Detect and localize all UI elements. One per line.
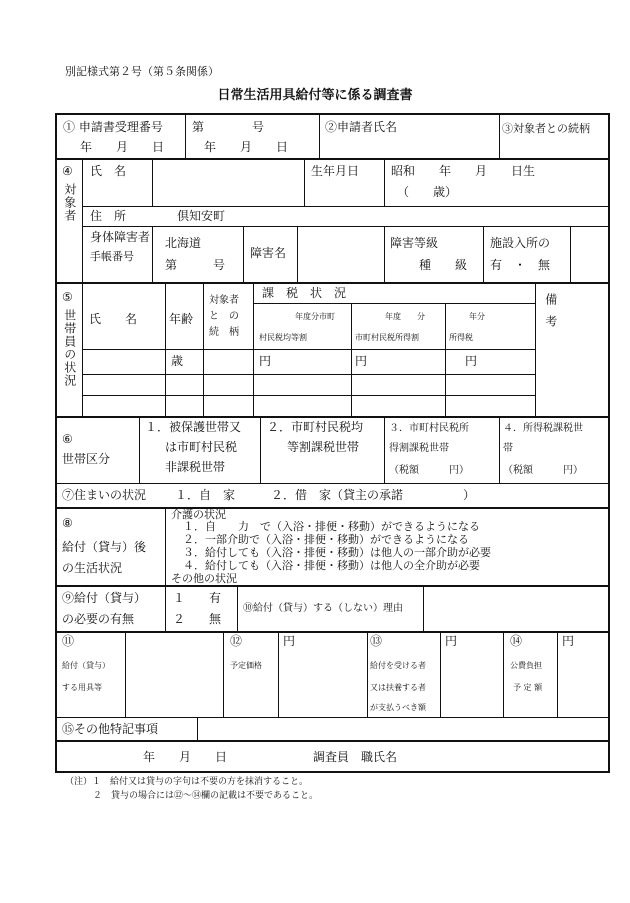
item-12-label: 予定価格 [230, 661, 262, 670]
investigator-label: 調査員 職氏名 [313, 750, 398, 764]
yen-unit-c: 円 [465, 354, 478, 368]
classification-opt4-b[interactable]: 帯 [503, 443, 513, 454]
reason-label: ⑩給付（貸与）する（しない）理由 [243, 603, 403, 614]
item-13-label-1: 給付を受ける者 [370, 661, 426, 670]
classification-opt1-b[interactable]: は市町村民税 [165, 440, 238, 454]
survey-form [55, 113, 610, 773]
applicant-name-label: ②申請者氏名 [325, 120, 398, 134]
address-value[interactable]: 倶知安町 [177, 209, 226, 223]
receipt-number-label: ① 申請書受理番号 [63, 120, 163, 134]
address-label: 住 所 [90, 209, 127, 223]
age-value[interactable]: （ 歳） [397, 185, 458, 199]
note-2: ２ 貸与の場合には⑫～⑭欄の記載は不要であること。 [93, 790, 319, 801]
life-label-2: 給付（貸与）後 [62, 540, 147, 554]
other-remarks-label: ⑮その他特記事項 [62, 722, 159, 736]
classification-opt3-a[interactable]: ３．市町村民税所 [389, 423, 469, 434]
life-label-3: の生活状況 [62, 561, 123, 575]
household-relation-col-2: と の [209, 311, 239, 322]
dob-value[interactable]: 昭和 年 月 日生 [391, 164, 536, 178]
age-unit: 歳 [171, 354, 184, 368]
item-14-label-2: 予 定 額 [513, 683, 543, 692]
item-13-yen: 円 [445, 634, 458, 648]
notes [65, 776, 318, 803]
life-label-1: ⑧ [62, 516, 73, 530]
item-11-number: ⑪ [62, 634, 75, 648]
item-14-number: ⑭ [510, 634, 523, 648]
grade-label: 障害等級 [390, 236, 439, 250]
handbook-label-1: 身体障害者 [90, 230, 151, 244]
grade-value[interactable]: 種 級 [419, 258, 468, 272]
care-line-1[interactable]: １．自 力 で（入浴・排便・移動）ができるようになる [183, 520, 480, 533]
item-13-number: ⑬ [370, 634, 383, 648]
classification-opt2-b[interactable]: 等割課税世帯 [287, 440, 360, 454]
form-id: 別記様式第２号（第５条関係） [65, 65, 219, 78]
dob-label: 生年月日 [311, 164, 360, 178]
tax-col-b-1: 年度 分 [385, 312, 425, 321]
classification-opt4-a[interactable]: ４．所得税課税世 [503, 423, 583, 434]
item-13-label-2: 又は扶養する者 [370, 683, 426, 692]
handbook-label-2: 手帳番号 [90, 250, 134, 263]
item-13-label-3: が支払うべき額 [370, 703, 426, 712]
handbook-number[interactable]: 第 号 [165, 258, 226, 272]
classification-opt2-a[interactable]: ２．市町村民税均 [267, 420, 364, 434]
tax-col-a-1: 年度分市町 [295, 312, 335, 321]
page-title: 日常生活用具給付等に係る調査書 [217, 88, 413, 103]
classification-opt1-a[interactable]: １．被保護世帯又 [145, 420, 242, 434]
item-12-yen: 円 [283, 634, 296, 648]
item-11-label-2: する用具等 [62, 683, 102, 692]
tax-status-header: 課 税 状 況 [262, 286, 347, 300]
classification-opt3-c[interactable]: （税額 円） [389, 465, 469, 476]
housing-options[interactable]: １．自 家 ２．借 家（貸主の承諾 ） [175, 488, 476, 502]
housing-label: ⑦住まいの状況 [62, 488, 147, 502]
subject-name-label: 氏 名 [90, 164, 127, 178]
yen-unit-b: 円 [355, 354, 368, 368]
facility-value[interactable]: 有 ・ 無 [490, 258, 551, 272]
facility-label: 施設入所の [490, 236, 551, 250]
necessity-label-2: の必要の有無 [62, 612, 135, 626]
household-relation-col-3: 続 柄 [209, 327, 239, 338]
number-date[interactable]: 年 月 日 [204, 140, 289, 154]
relation-label: ③対象者との続柄 [502, 122, 590, 135]
section-5-label: 世帯員の状況 [62, 309, 77, 387]
note-1: （注）１ 給付又は貸与の字句は不要の方を抹消すること。 [65, 777, 309, 787]
section-4-label: 対象者 [62, 183, 77, 222]
disability-label: 障害名 [250, 246, 287, 260]
section-6-number: ⑥ [62, 432, 73, 446]
care-line-2[interactable]: ２．一部介助で（入浴・排便・移動）ができるようになる [183, 533, 469, 546]
section-4-number: ④ [62, 164, 73, 178]
number-field[interactable]: 第 号 [192, 120, 265, 134]
care-line-4[interactable]: ４．給付しても（入浴・排便・移動）は他人の全介助が必要 [183, 559, 480, 572]
item-14-yen: 円 [562, 634, 575, 648]
footer-date[interactable]: 年 月 日 [143, 750, 228, 764]
household-relation-col-1: 対象者 [209, 295, 239, 306]
item-11-label-1: 給付（貸与） [62, 661, 110, 670]
section-5-number: ⑤ [62, 290, 73, 304]
item-12-number: ⑫ [230, 634, 243, 648]
item-14-label-1: 公費負担 [510, 661, 542, 670]
classification-label: 世帯区分 [62, 452, 111, 466]
tax-col-a-2: 村民税均等割 [259, 333, 307, 342]
other-status: その他の状況 [171, 572, 237, 585]
receipt-date: 年 月 日 [80, 140, 165, 154]
tax-col-c-2: 所得税 [449, 333, 473, 342]
tax-col-b-2: 市町村民税所得割 [355, 333, 419, 342]
care-header: 介護の状況 [171, 508, 226, 521]
necessity-option-1[interactable]: １ 有 [173, 591, 222, 605]
remarks-col: 備考 [543, 293, 558, 337]
household-age-col: 年齢 [169, 312, 194, 326]
care-line-3[interactable]: ３．給付しても（入浴・排便・移動）は他人の一部介助が必要 [183, 546, 491, 559]
yen-unit-a: 円 [259, 354, 272, 368]
handbook-prefecture: 北海道 [165, 236, 202, 250]
classification-opt4-c[interactable]: （税額 円） [503, 465, 583, 476]
classification-opt3-b[interactable]: 得割課税世帯 [389, 443, 449, 454]
household-name-col: 氏 名 [89, 312, 138, 326]
necessity-label-1: ⑨給付（貸与） [62, 591, 147, 605]
classification-opt1-c[interactable]: 非課税世帯 [165, 460, 226, 474]
tax-col-c-1: 年分 [469, 312, 485, 321]
necessity-option-2[interactable]: ２ 無 [173, 612, 222, 626]
